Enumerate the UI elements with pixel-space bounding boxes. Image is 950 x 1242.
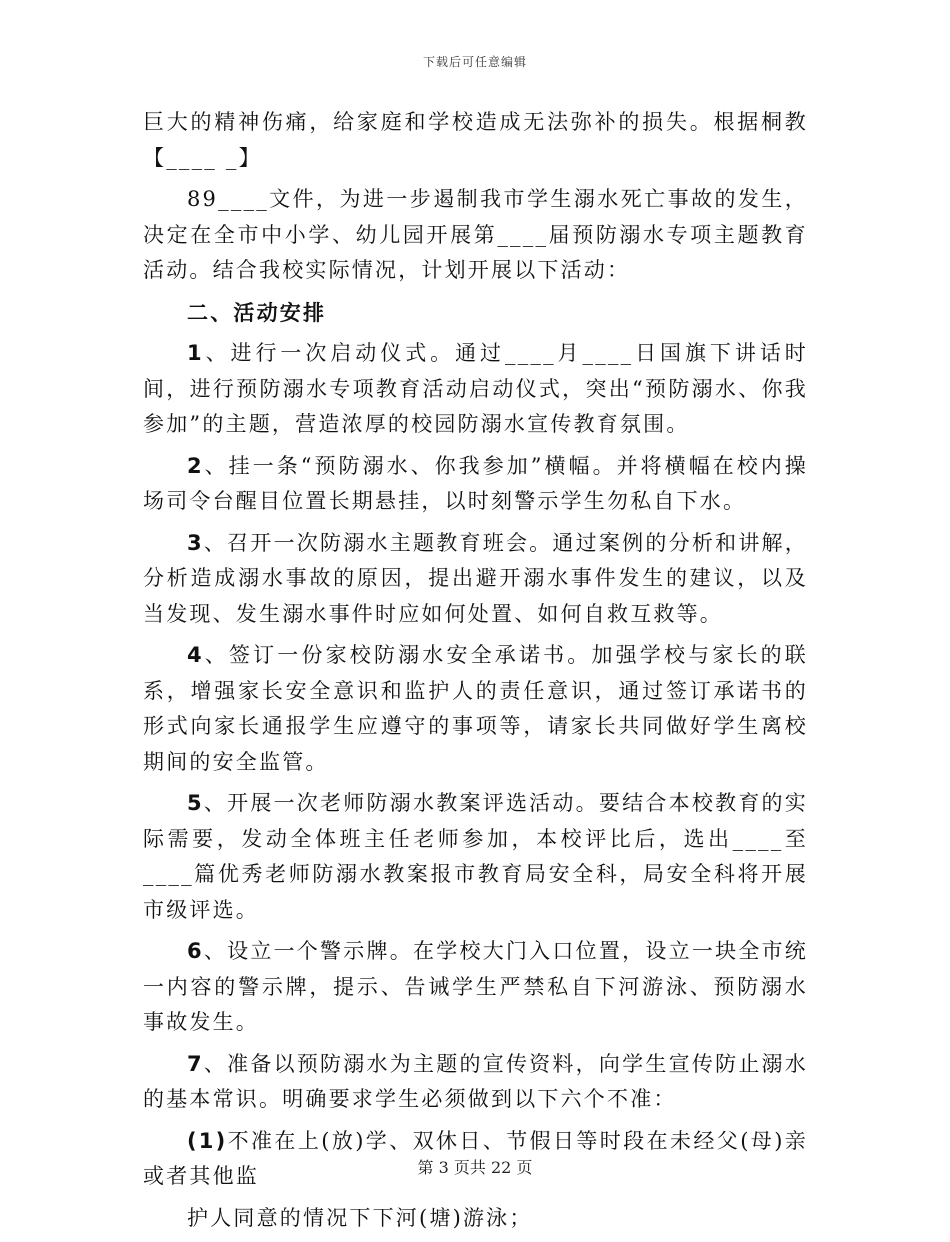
section-heading: 二、活动安排 <box>187 299 327 325</box>
sub-item-1-number: (1) <box>187 1128 228 1153</box>
list-item-4-number: 4 <box>187 643 204 667</box>
list-item-4-text: 、签订一份家校防溺水安全承诺书。加强学校与家长的联系，增强家长安全意识和监护人的责任意识，通过签订承诺书的形式向家长通报学生应遵守的事项等，请家长共同做好学生离校期间的安全监管。 <box>143 643 808 774</box>
list-item-4 <box>143 638 808 780</box>
list-item-7 <box>143 1047 808 1118</box>
list-item-1-number: 1 <box>187 341 204 365</box>
list-item-2 <box>143 449 808 520</box>
list-item-5-text: 、开展一次老师防溺水教案评选活动。要结合本校教育的实际需要，发动全体班主任老师参加，本校评比后，选出____至____篇优秀老师防溺水教案报市教育局安全科，局安全科将开展市级评选。 <box>143 791 808 922</box>
list-item-2-text: 、挂一条“预防溺水、你我参加”横幅。并将横幅在校内操场司令台醒目位置长期悬挂，以时刻警示学生勿私自下水。 <box>143 453 808 513</box>
list-item-1-text: 、进行一次启动仪式。通过____月____日国旗下讲话时间，进行预防溺水专项教育活动启动仪式，突出“预防溺水、你我参加”的主题，营造浓厚的校园防溺水宣传教育氛围。 <box>143 341 808 436</box>
sub-item-1-text: 不准在上(放)学、双休日、节假日等时段在未经父(母)亲或者其他监 <box>143 1128 808 1188</box>
paragraph-intro: 89____文件，为进一步遏制我市学生溺水死亡事故的发生，决定在全市中小学、幼儿园开展第____届预防溺水专项主题教育活动。结合我校实际情况，计划开展以下活动： <box>143 187 808 282</box>
list-item-6-text: 、设立一个警示牌。在学校大门入口位置，设立一块全市统一内容的警示牌，提示、告诫学生严禁私自下河游泳、预防溺水事故发生。 <box>143 939 808 1034</box>
list-item-3 <box>143 526 808 633</box>
page-header-note: 下载后可任意编辑 <box>422 55 527 69</box>
paragraph-continuation: 巨大的精神伤痛，给家庭和学校造成无法弥补的损失。根据桐教【____ _】 <box>143 110 808 170</box>
list-item-5-number: 5 <box>187 791 204 815</box>
list-item-3-text: 、召开一次防溺水主题教育班会。通过案例的分析和讲解，分析造成溺水事故的原因，提出避开溺水事件发生的建议，以及当发现、发生溺水事件时应如何处置、如何自救互救等。 <box>143 530 808 626</box>
list-item-7-text: 、准备以预防溺水为主题的宣传资料，向学生宣传防止溺水的基本常识。明确要求学生必须做到以下六个不准： <box>143 1051 808 1111</box>
list-item-3-number: 3 <box>187 530 204 555</box>
list-item-7-number: 7 <box>187 1051 204 1076</box>
list-item-1 <box>143 336 808 443</box>
page-footer-number: 第 3 页共 22 页 <box>417 1158 533 1177</box>
sub-item-1-continuation: 护人同意的情况下下河(塘)游泳； <box>187 1205 533 1230</box>
list-item-6-number: 6 <box>187 939 204 963</box>
list-item-6 <box>143 934 808 1041</box>
list-item-2-number: 2 <box>187 453 204 478</box>
list-item-5 <box>143 786 808 928</box>
document-body <box>143 105 808 1242</box>
